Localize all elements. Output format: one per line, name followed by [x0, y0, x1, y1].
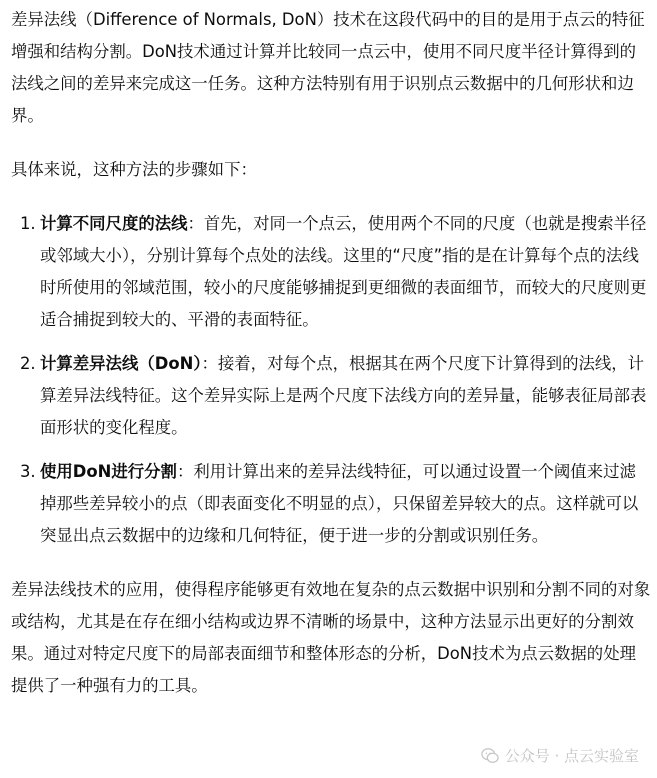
- steps-list: [11, 208, 651, 552]
- wechat-icon: [481, 747, 499, 765]
- step-title: 计算差异法线（DoN）: [40, 354, 202, 373]
- step-number: 1.: [20, 214, 36, 233]
- lead-paragraph: 具体来说，这种方法的步骤如下：: [11, 160, 257, 179]
- watermark-text: 公众号 · 点云实验室: [504, 747, 639, 765]
- intro-paragraph: 差异法线（Difference of Normals, DoN）技术在这段代码中的目的是用于点云的特征增强和结构分割。DoN技术通过计算并比较同一点云中，使用不同尺度半径计算得到的法线之间的差异来完成这一任务。这种方法特别有用于识别点云数据中的几何形状和边界。: [11, 10, 645, 125]
- document-body: [11, 4, 651, 702]
- step-item-3: [11, 456, 651, 552]
- step-text: ：接着，对每个点，根据其在两个尺度下计算得到的法线，计算差异法线特征。这个差异实际上是两个尺度下法线方向的差异量，能够表征局部表面形状的变化程度。: [40, 354, 647, 437]
- step-title: 使用DoN进行分割: [40, 462, 177, 481]
- step-item-1: [11, 208, 651, 336]
- step-title: 计算不同尺度的法线: [40, 214, 188, 233]
- step-item-2: [11, 348, 651, 444]
- watermark: [481, 746, 639, 766]
- step-text: ：利用计算出来的差异法线特征，可以通过设置一个阈值来过滤掉那些差异较小的点（即表面变化不明显的点），只保留差异较大的点。这样就可以突显出点云数据中的边缘和几何特征，便于进一步的分割或识别任务。: [40, 462, 639, 545]
- conclusion-paragraph: 差异法线技术的应用，使得程序能够更有效地在复杂的点云数据中识别和分割不同的对象或结构，尤其是在存在细小结构或边界不清晰的场景中，这种方法显示出更好的分割效果。通过对特定尺度下的局部表面细节和整体形态的分析，DoN技术为点云数据的处理提供了一种强有力的工具。: [11, 580, 651, 695]
- step-number: 2.: [20, 354, 36, 373]
- step-number: 3.: [20, 462, 36, 481]
- step-text: ：首先，对同一个点云，使用两个不同的尺度（也就是搜索半径或邻域大小），分别计算每个点处的法线。这里的“尺度”指的是在计算每个点的法线时所使用的邻域范围，较小的尺度能够捕捉到更细微的表面细节，而较大的尺度则更适合捕捉到较大的、平滑的表面特征。: [40, 214, 647, 329]
